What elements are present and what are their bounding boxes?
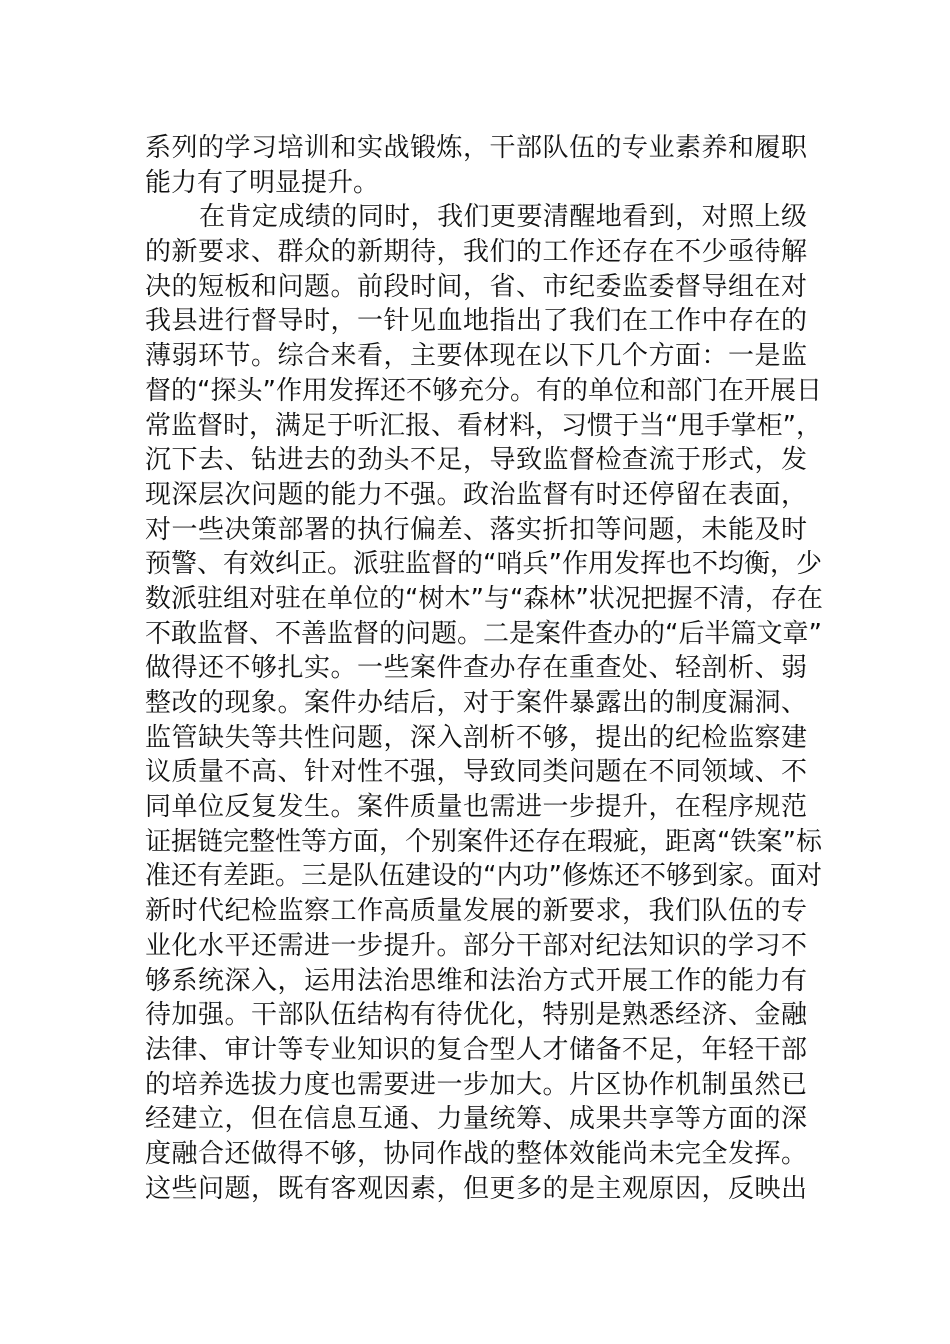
text-line: 督的“探头”作用发挥还不够充分。有的单位和部门在开展日	[145, 375, 822, 406]
text-line: 法律、审计等专业知识的复合型人才储备不足，年轻干部	[145, 1034, 807, 1065]
text-line: 系列的学习培训和实战锻炼，干部队伍的专业素养和履职	[145, 133, 807, 163]
text-line: 现深层次问题的能力不强。政治监督有时还停留在表面，	[145, 479, 807, 510]
text-line: 能力有了明显提升。	[145, 167, 380, 198]
text-line: 决的短板和问题。前段时间，省、市纪委监委督导组在对	[145, 271, 807, 302]
text-line: 的培养选拔力度也需要进一步加大。片区协作机制虽然已	[145, 1069, 807, 1100]
text-line: 度融合还做得不够，协同作战的整体效能尚未完全发挥。	[145, 1138, 807, 1169]
text-line: 待加强。干部队伍结构有待优化，特别是熟悉经济、金融	[145, 1000, 807, 1031]
text-line: 监管缺失等共性问题，深入剖析不够，提出的纪检监察建	[145, 722, 807, 753]
text-line: 对一些决策部署的执行偏差、落实折扣等问题，未能及时	[145, 514, 807, 545]
text-line: 在肯定成绩的同时，我们更要清醒地看到，对照上级	[199, 202, 807, 233]
text-line: 证据链完整性等方面，个别案件还存在瑕疵，距离“铁案”标	[145, 826, 822, 857]
text-line: 薄弱环节。综合来看，主要体现在以下几个方面：一是监	[145, 341, 807, 372]
text-line: 沉下去、钻进去的劲头不足，导致监督检查流于形式，发	[145, 445, 807, 476]
text-line: 议质量不高、针对性不强，导致同类问题在不同领域、不	[145, 757, 807, 788]
text-line: 经建立，但在信息互通、力量统筹、成果共享等方面的深	[145, 1104, 807, 1135]
text-line: 业化水平还需进一步提升。部分干部对纪法知识的学习不	[145, 930, 807, 961]
text-line: 整改的现象。案件办结后，对于案件暴露出的制度漏洞、	[145, 688, 807, 718]
text-line: 数派驻组对驻在单位的“树木”与“森林”状况把握不清，存在	[145, 583, 823, 614]
text-line: 预警、有效纠正。派驻监督的“哨兵”作用发挥也不均衡，少	[145, 549, 822, 580]
text-line: 我县进行督导时，一针见血地指出了我们在工作中存在的	[145, 306, 807, 337]
text-line: 准还有差距。三是队伍建设的“内功”修炼还不够到家。面对	[145, 861, 822, 892]
text-line: 的新要求、群众的新期待，我们的工作还存在不少亟待解	[145, 237, 807, 268]
text-line: 常监督时，满足于听汇报、看材料，习惯于当“甩手掌柜”，	[145, 410, 822, 441]
document-page	[145, 131, 823, 1206]
text-line: 做得还不够扎实。一些案件查办存在重查处、轻剖析、弱	[145, 653, 807, 684]
text-line: 不敢监督、不善监督的问题。二是案件查办的“后半篇文章”	[145, 618, 822, 649]
text-line: 同单位反复发生。案件质量也需进一步提升，在程序规范	[145, 792, 807, 823]
text-line: 够系统深入，运用法治思维和法治方式开展工作的能力有	[145, 965, 807, 996]
text-line: 新时代纪检监察工作高质量发展的新要求，我们队伍的专	[145, 896, 807, 927]
text-line: 这些问题，既有客观因素，但更多的是主观原因，反映出	[145, 1173, 807, 1204]
